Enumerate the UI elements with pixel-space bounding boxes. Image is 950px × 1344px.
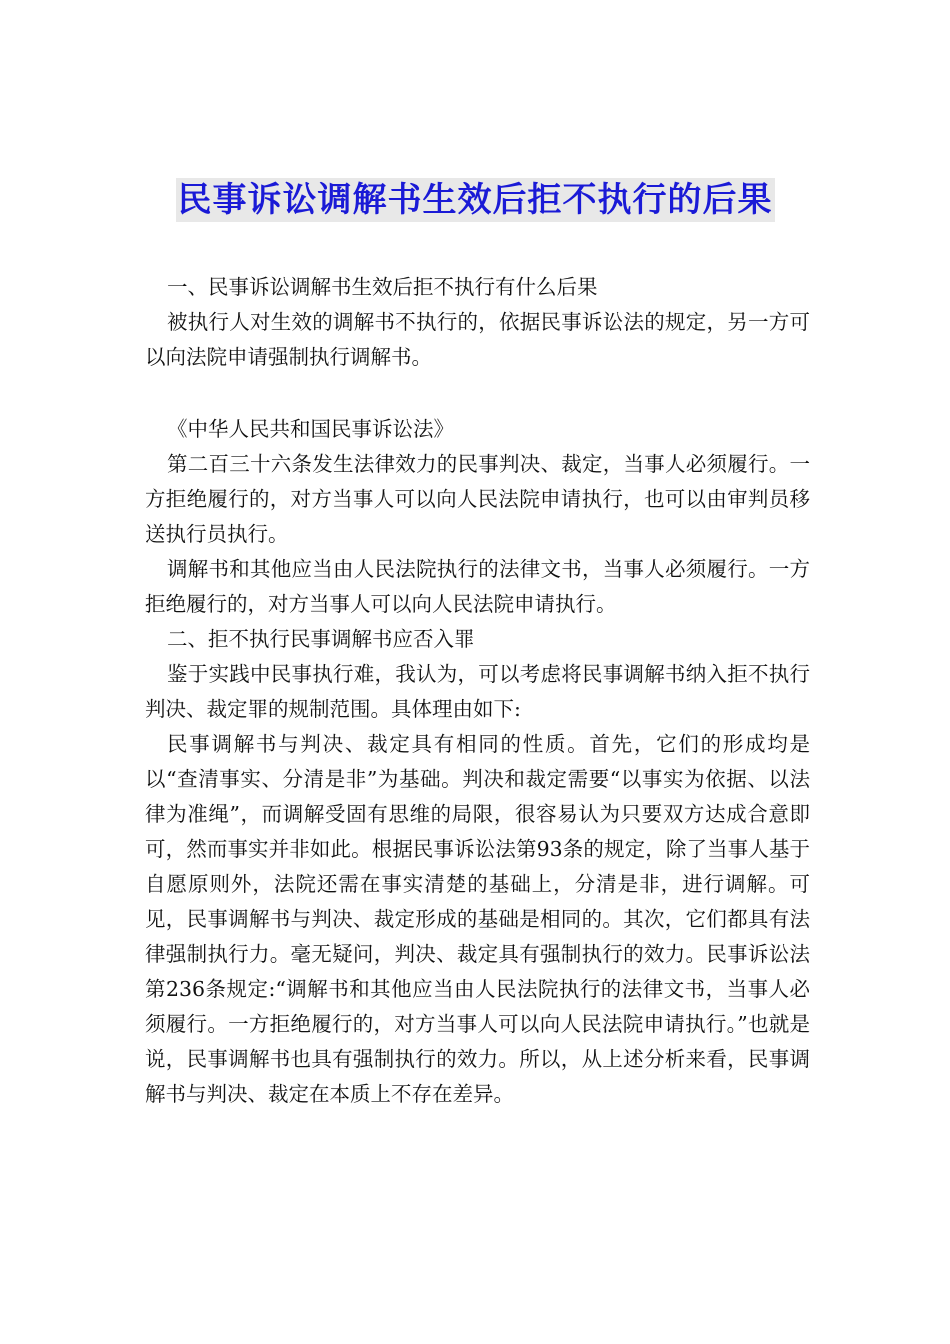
law-title: 《中华人民共和国民事诉讼法》 (167, 417, 454, 441)
blank-line (145, 375, 810, 412)
document-title: 民事诉讼调解书生效后拒不执行的后果 (177, 180, 773, 220)
paragraph-consequence: 被执行人对生效的调解书不执行的，依据民事诉讼法的规定，另一方可以向法院申请强制执行调解书。 (145, 310, 810, 369)
paragraph-article-236: 第二百三十六条发生法律效力的民事判决、裁定，当事人必须履行。一方拒绝履行的，对方当事人可以向人民法院申请执行，也可以由审判员移送执行员执行。 (145, 452, 810, 546)
section-heading-2: 二、拒不执行民事调解书应否入罪 (167, 627, 475, 651)
paragraph-analysis: 民事调解书与判决、裁定具有相同的性质。首先，它们的形成均是以“查清事实、分清是非”为基础。判决和裁定需要“以事实为依据、以法律为准绳”，而调解受固有思维的局限，很容易认为只要双方达成合意即可，然而事实并非如此。根据民事诉讼法第93条的规定，除了当事人基于自愿原则外，法院还需在事实清楚的基础上，分清是非，进行调解。可见，民事调解书与判决、裁定形成的基础是相同的。其次，它们都具有法律强制执行力。毫无疑问，判决、裁定具有强制执行的效力。民事诉讼法第236条规定:“调解书和其他应当由人民法院执行的法律文书，当事人必须履行。一方拒绝履行的，对方当事人可以向人民法院申请执行。”也就是说，民事调解书也具有强制执行的效力。所以，从上述分析来看，民事调解书与判决、裁定在本质上不存在差异。 (145, 732, 810, 1106)
paragraph-mediation-document: 调解书和其他应当由人民法院执行的法律文书，当事人必须履行。一方拒绝履行的，对方当事人可以向人民法院申请执行。 (145, 557, 810, 616)
title-container (0, 178, 950, 222)
paragraph-opinion: 鉴于实践中民事执行难，我认为，可以考虑将民事调解书纳入拒不执行判决、裁定罪的规制范围。具体理由如下: (145, 662, 810, 721)
section-heading-1: 一、民事诉讼调解书生效后拒不执行有什么后果 (167, 275, 598, 299)
document-body (145, 270, 810, 1112)
